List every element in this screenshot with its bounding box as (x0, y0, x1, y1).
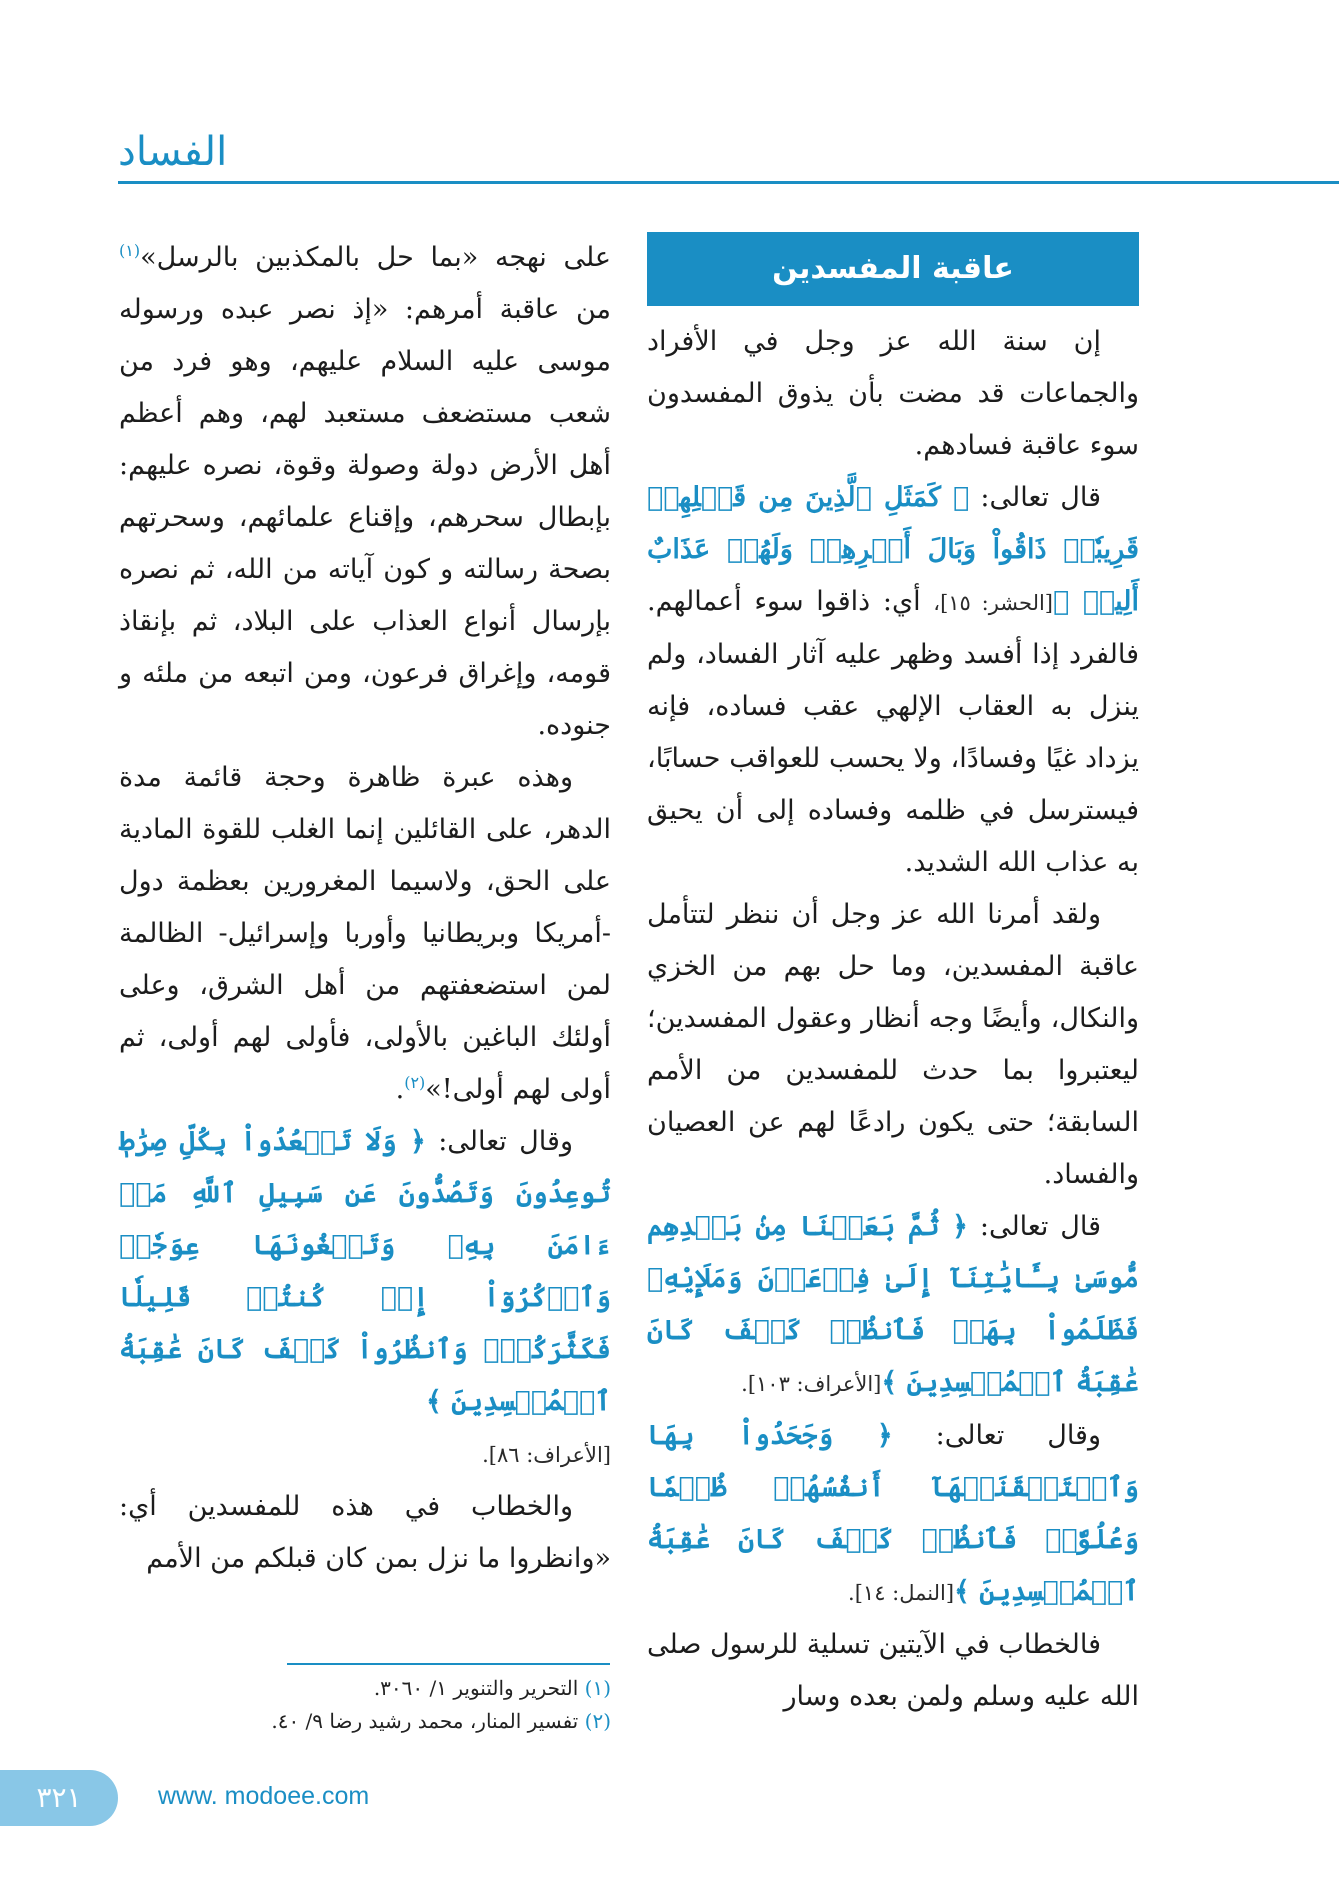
paragraph-text: والخطاب في هذه للمفسدين أي: «وانظروا ما نزل بمن كان قبلكم من الأمم (119, 1491, 611, 1574)
page-title: الفساد (118, 129, 228, 175)
paragraph-text: من عاقبة أمرهم: «إذ نصر عبده ورسوله موسى عليه السلام عليهم، وهو فرد من شعب مستضعف مستعبد لهم، وهم أعظم أهل الأرض دولة وصولة وقوة، نصره عليهم: بإبطال سحرهم، وإقناع علمائهم، وسحرتهم بصحة رسالته و كون آياته من الله، ثم نصره بإرسال أنواع العذاب على البلاد، ثم بإنقاذ قومه، وإغراق فرعون، ومن اتبعه من ملئه و جنوده. (119, 294, 611, 741)
verse-reference: [الأعراف: ٨٦]. (482, 1443, 611, 1467)
section-heading: عاقبة المفسدين (647, 232, 1139, 306)
paragraph-text: على نهجه «بما حل بالمكذبين بالرسل» (140, 242, 611, 273)
verse-reference: [النمل: ١٤]. (848, 1581, 955, 1605)
right-column (647, 232, 1139, 1723)
footnote-marker[interactable]: (١) (119, 241, 141, 260)
verse-reference: [الأعراف: ١٠٣]. (741, 1372, 882, 1396)
quran-verse: ﴿ وَجَحَدُواْ بِهَا وَٱسۡتَيۡقَنَتۡهَآ أَنفُسُهُمۡ ظُلۡمٗا وَعُلُوّٗاۚ فَٱنظُرۡ كَيۡفَ كَانَ عَٰقِبَةُ ٱلۡمُفۡسِدِينَ ﴾ (647, 1420, 1139, 1607)
quran-quote (647, 1410, 1139, 1619)
footnote-number: (٢) (584, 1709, 611, 1733)
page-header (0, 130, 1339, 184)
paragraph (119, 1481, 611, 1585)
quote-intro: قال تعالى: (979, 1211, 1102, 1242)
footnote-marker[interactable]: (٢) (404, 1073, 426, 1092)
footnotes (119, 1672, 611, 1738)
page-number-badge: ٣٢١ (0, 1770, 118, 1826)
verse-reference: [الحشر: ١٥]، (933, 591, 1053, 615)
footnote-text: التحرير والتنوير ١/ ٣٠٦٠. (373, 1676, 579, 1700)
quran-verse: ﴿ وَلَا تَقۡعُدُواْ بِكُلِّ صِرَٰطٖ تُوعِدُونَ وَتَصُدُّونَ عَن سَبِيلِ ٱللَّهِ مَنۡ ءَامَنَ بِهِۦ وَتَبۡغُونَهَا عِوَجٗاۚ وَٱذۡكُرُوٓاْ إِذۡ كُنتُمۡ قَلِيلٗا فَكَثَّرَكُمۡۖ وَٱنظُرُواْ كَيۡفَ كَانَ عَٰقِبَةُ ٱلۡمُفۡسِدِينَ ﴾ (119, 1126, 611, 1417)
paragraph (647, 316, 1139, 472)
footnote-number: (١) (584, 1676, 611, 1700)
footnote-text: تفسير المنار، محمد رشيد رضا ٩/ ٤٠. (271, 1709, 579, 1733)
header-rule (118, 181, 1339, 184)
paragraph (647, 1619, 1139, 1723)
paragraph-text: فالخطاب في الآيتين تسلية للرسول صلى الله عليه وسلم ولمن بعده وسار (647, 1629, 1139, 1712)
quote-intro: قال تعالى: (980, 482, 1101, 513)
paragraph-text: إن سنة الله عز وجل في الأفراد والجماعات قد مضت بأن يذوق المفسدون سوء عاقبة فسادهم. (647, 326, 1139, 461)
quran-verse: ﴿ ثُمَّ بَعَثۡنَا مِنۢ بَعۡدِهِم مُّوسَىٰ بِـَٔايَٰتِنَآ إِلَىٰ فِرۡعَوۡنَ وَمَلَإِيْهِۦ فَظَلَمُواْ بِهَاۖ فَٱنظُرۡ كَيۡفَ كَانَ عَٰقِبَةُ ٱلۡمُفۡسِدِينَ ﴾ (647, 1211, 1139, 1398)
footnote (119, 1705, 611, 1738)
paragraph-end: . (395, 1074, 405, 1105)
footnote-rule (287, 1663, 610, 1665)
paragraph-text: ولقد أمرنا الله عز وجل أن ننظر لتتأمل عاقبة المفسدين، وما حل بهم من الخزي والنكال، وأيضًا وجه أنظار وعقول المفسدين؛ ليعتبروا بما حدث للمفسدين من الأمم السابقة؛ حتى يكون رادعًا لهم عن العصيان والفساد. (647, 899, 1139, 1190)
paragraph-text: وهذه عبرة ظاهرة وحجة قائمة مدة الدهر، على القائلين إنما الغلب للقوة المادية على الحق، ولاسيما المغرورين بعظمة دول -أمريكا وبريطانيا وأوربا وإسرائيل- الظالمة لمن استضعفتهم من أهل الشرق، وعلى أولئك الباغين بالأولى، فأولى لهم أولى، ثم أولى لهم أولى!» (119, 762, 611, 1105)
paragraph (119, 752, 611, 1116)
quran-verse: ﴿ كَمَثَلِ ٱلَّذِينَ مِن قَبۡلِهِمۡ قَرِيبٗاۖ ذَاقُواْ وَبَالَ أَمۡرِهِمۡ وَلَهُمۡ عَذَابٌ أَلِيمٞ ﴾ (647, 482, 1139, 617)
paragraph (119, 232, 611, 752)
quran-quote (647, 1201, 1139, 1410)
paragraph (647, 889, 1139, 1201)
footnote (119, 1672, 611, 1705)
quote-intro: وقال تعالى: (935, 1420, 1101, 1451)
quote-intro: وقال تعالى: (438, 1126, 573, 1157)
quran-quote (647, 472, 1139, 889)
site-url[interactable]: www. modoee.com (158, 1782, 370, 1810)
quran-quote (119, 1116, 611, 1481)
quote-commentary: أي: ذاقوا سوء أعمالهم. فالفرد إذا أفسد وظهر عليه آثار الفساد، ولم ينزل به العقاب الإلهي عقب فساده، فإنه يزداد غيًا وفسادًا، ولا يحسب للعواقب حسابًا، فيسترسل في ظلمه وفساده إلى أن يحيق به عذاب الله الشديد. (647, 586, 1139, 878)
left-column (119, 232, 611, 1585)
